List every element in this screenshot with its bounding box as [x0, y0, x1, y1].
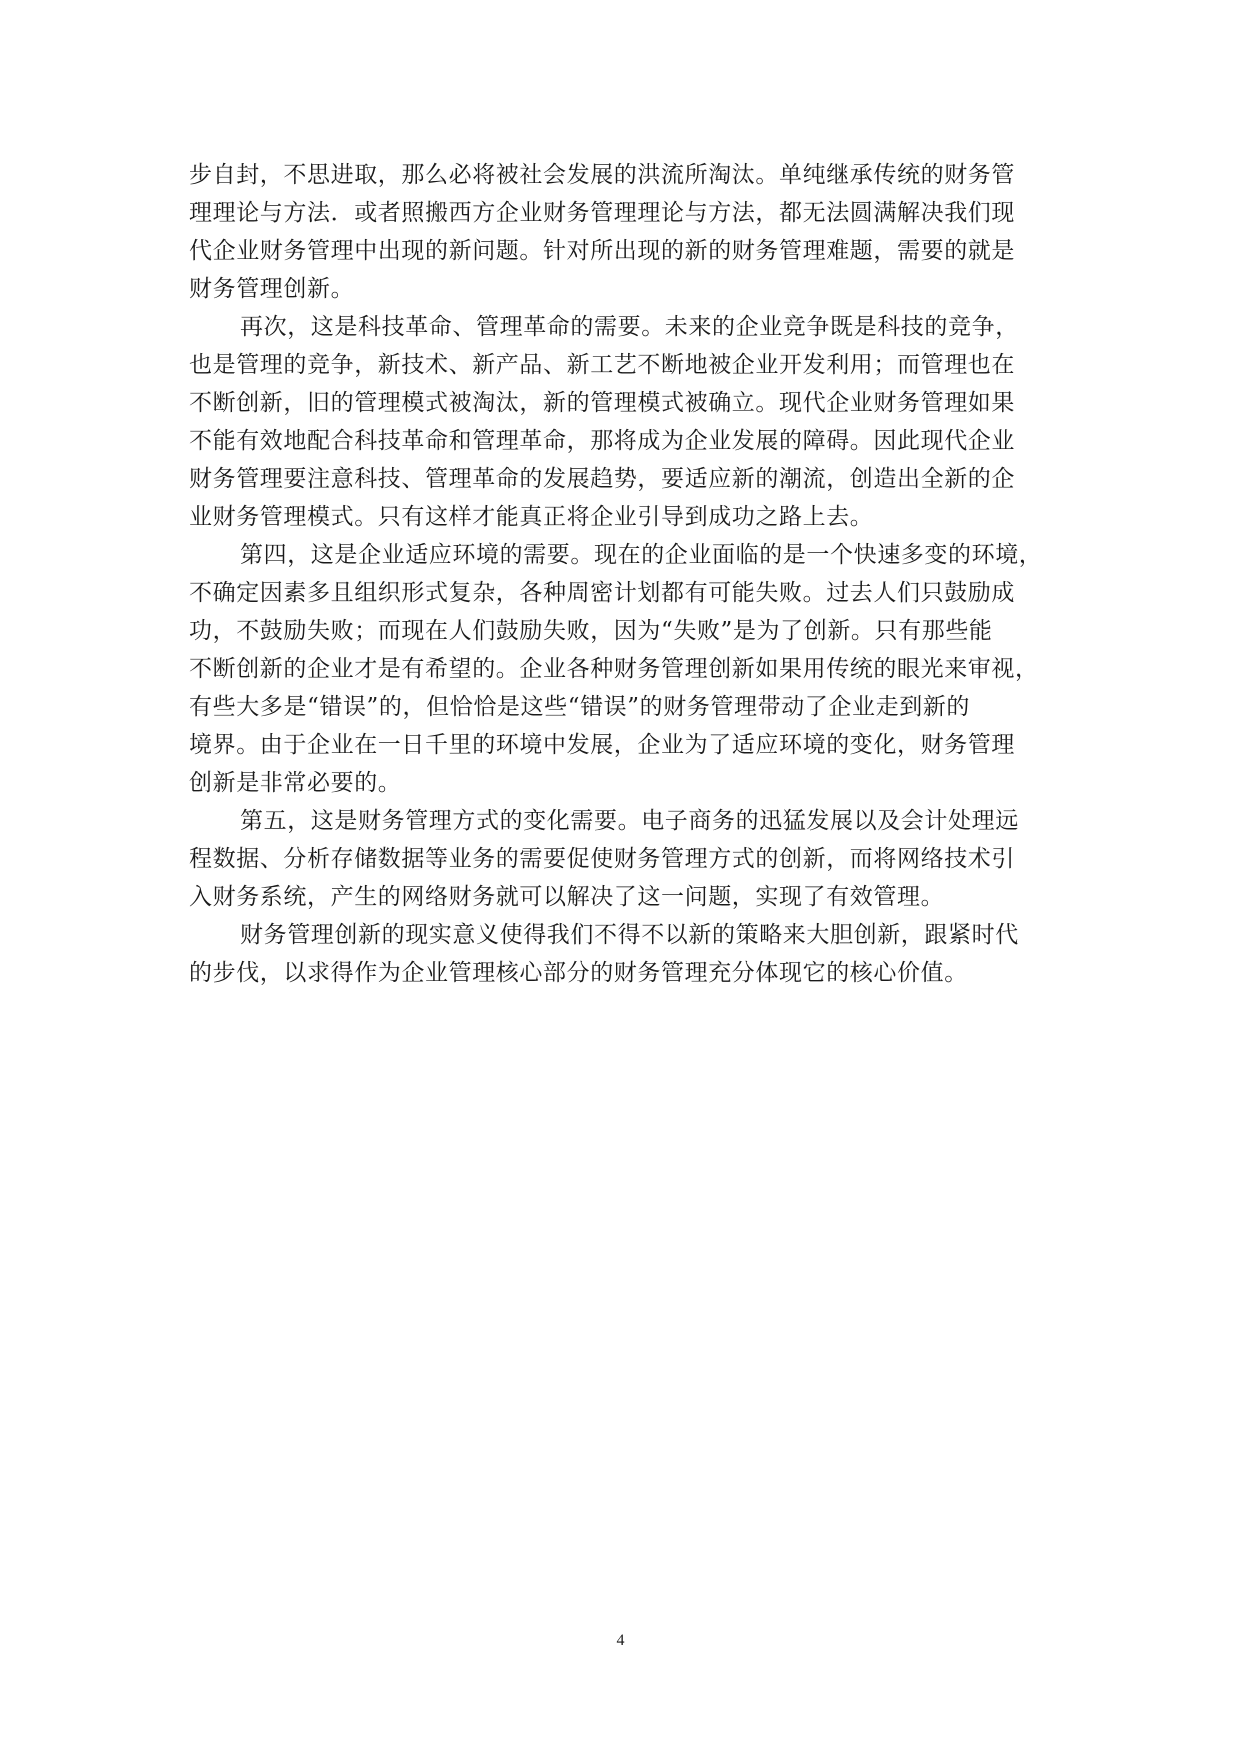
paragraph-first-line: 财务管理创新的现实意义使得我们不得不以新的策略来大胆创新，跟紧时代	[240, 922, 1019, 948]
text-line: 也是管理的竞争，新技术、新产品、新工艺不断地被企业开发利用；而管理也在	[189, 352, 1015, 378]
text-line: 入财务系统，产生的网络财务就可以解决了这一问题，实现了有效管理。	[189, 884, 945, 910]
paragraph-first-line: 第五，这是财务管理方式的变化需要。电子商务的迅猛发展以及会计处理远	[240, 808, 1019, 834]
text-line: 不能有效地配合科技革命和管理革命，那将成为企业发展的障碍。因此现代企业	[189, 428, 1015, 454]
text-line: 代企业财务管理中出现的新问题。针对所出现的新的财务管理难题，需要的就是	[189, 238, 1015, 264]
page-number: 4	[616, 1632, 625, 1649]
text-line: 不断创新，旧的管理模式被淘汰，新的管理模式被确立。现代企业财务管理如果	[189, 390, 1015, 416]
paragraph-first-line: 再次，这是科技革命、管理革命的需要。未来的企业竞争既是科技的竞争，	[240, 314, 1019, 340]
paragraph-first-line: 第四，这是企业适应环境的需要。现在的企业面临的是一个快速多变的环境，	[240, 542, 1043, 568]
text-line: 有些大多是“错误”的，但恰恰是这些“错误”的财务管理带动了企业走到新的	[189, 694, 971, 720]
text-line: 财务管理要注意科技、管理革命的发展趋势，要适应新的潮流，创造出全新的企	[189, 466, 1015, 492]
text-line: 业财务管理模式。只有这样才能真正将企业引导到成功之路上去。	[189, 504, 874, 530]
text-line: 财务管理创新。	[189, 276, 355, 302]
text-line: 的步伐，以求得作为企业管理核心部分的财务管理充分体现它的核心价值。	[189, 960, 968, 986]
text-line: 创新是非常必要的。	[189, 770, 402, 796]
body-text	[189, 156, 1055, 992]
text-line: 理理论与方法．或者照搬西方企业财务管理理论与方法，都无法圆满解决我们现	[189, 200, 1015, 226]
text-line: 功，不鼓励失败；而现在人们鼓励失败，因为“失败”是为了创新。只有那些能	[189, 618, 993, 644]
text-line: 不断创新的企业才是有希望的。企业各种财务管理创新如果用传统的眼光来审视，	[189, 656, 1039, 682]
text-line: 境界。由于企业在一日千里的环境中发展，企业为了适应环境的变化，财务管理	[189, 732, 1015, 758]
text-line: 不确定因素多且组织形式复杂，各种周密计划都有可能失败。过去人们只鼓励成	[189, 580, 1015, 606]
text-line: 程数据、分析存储数据等业务的需要促使财务管理方式的创新，而将网络技术引	[189, 846, 1015, 872]
text-line: 步自封，不思进取，那么必将被社会发展的洪流所淘汰。单纯继承传统的财务管	[189, 162, 1015, 188]
